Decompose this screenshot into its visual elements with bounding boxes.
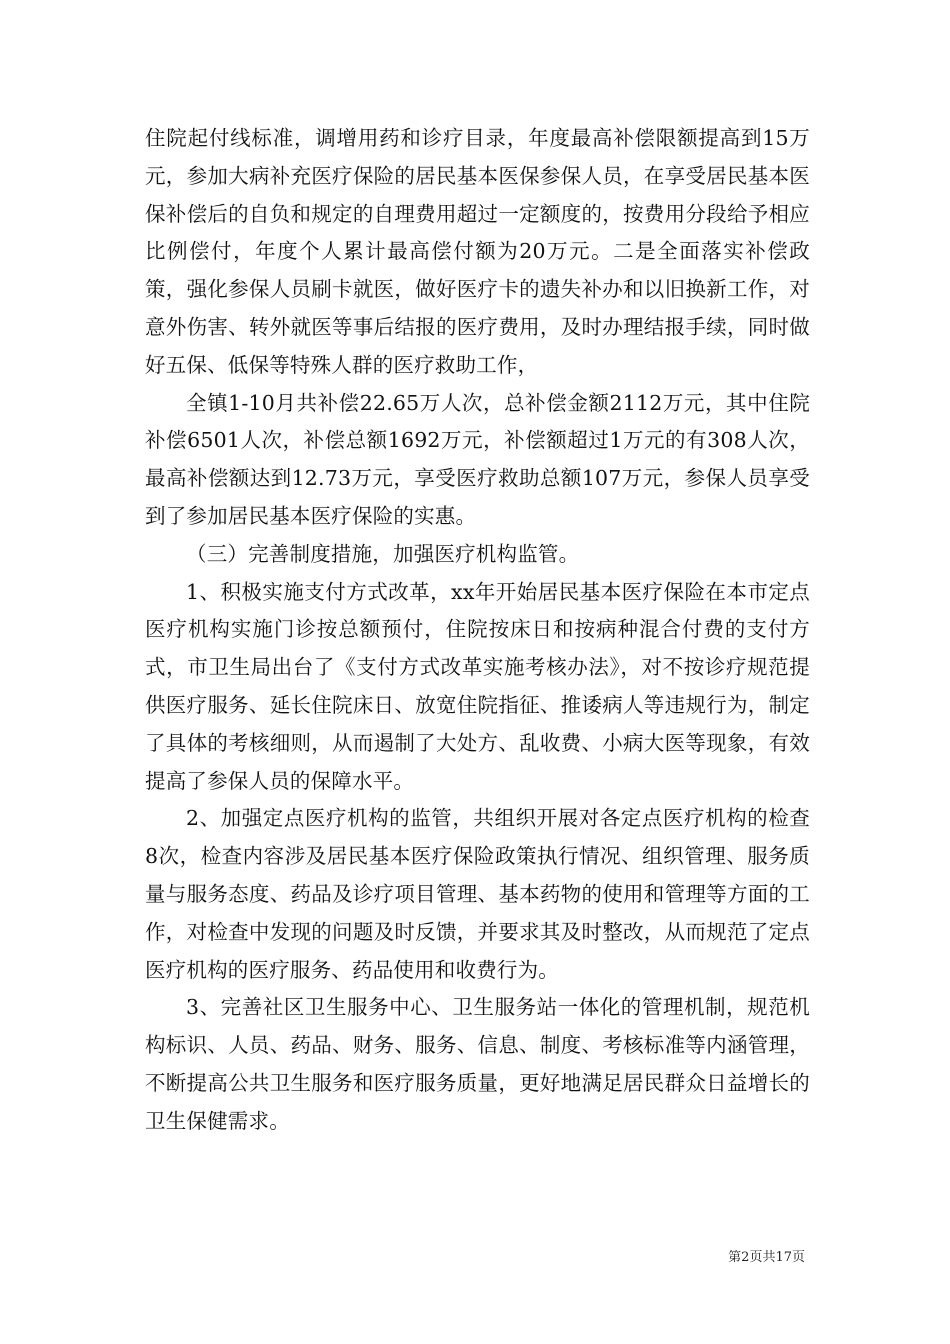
document-body (145, 120, 810, 1141)
paragraph-1: 住院起付线标准，调增用药和诊疗目录，年度最高补偿限额提高到15万元，参加大病补充医疗保险的居民基本医保参保人员，在享受居民基本医保补偿后的自负和规定的自理费用超过一定额度的，按费用分段给予相应比例偿付，年度个人累计最高偿付额为20万元。二是全面落实补偿政策，强化参保人员刷卡就医，做好医疗卡的遗失补办和以旧换新工作，对意外伤害、转外就医等事后结报的医疗费用，及时办理结报手续，同时做好五保、低保等特殊人群的医疗救助工作， (145, 126, 810, 377)
paragraph-item-3: 3、完善社区卫生服务中心、卫生服务站一体化的管理机制，规范机构标识、人员、药品、财务、服务、信息、制度、考核标准等内涵管理，不断提高公共卫生服务和医疗服务质量，更好地满足居民群众日益增长的卫生保健需求。 (145, 995, 810, 1133)
paragraph-item-1: 1、积极实施支付方式改革，xx年开始居民基本医疗保险在本市定点医疗机构实施门诊按总额预付，住院按床日和按病种混合付费的支付方式，市卫生局出台了《支付方式改革实施考核办法》，对不按诊疗规范提供医疗服务、延长住院床日、放宽住院指征、推诿病人等违规行为，制定了具体的考核细则，从而遏制了大处方、乱收费、小病大医等现象，有效提高了参保人员的保障水平。 (145, 579, 810, 793)
section-heading: （三）完善制度措施，加强医疗机构监管。 (186, 541, 580, 566)
paragraph-2: 全镇1-10月共补偿22.65万人次，总补偿金额2112万元，其中住院补偿6501人次，补偿总额1692万元，补偿额超过1万元的有308人次，最高补偿额达到12.73万元，享受医疗救助总额107万元，参保人员享受到了参加居民基本医疗保险的实惠。 (145, 390, 810, 528)
paragraph-item-2: 2、加强定点医疗机构的监管，共组织开展对各定点医疗机构的检查8次，检查内容涉及居民基本医疗保险政策执行情况、组织管理、服务质量与服务态度、药品及诊疗项目管理、基本药物的使用和管理等方面的工作，对检查中发现的问题及时反馈，并要求其及时整改，从而规范了定点医疗机构的医疗服务、药品使用和收费行为。 (145, 806, 810, 982)
page-number: 第2页共17页 (728, 1250, 805, 1265)
